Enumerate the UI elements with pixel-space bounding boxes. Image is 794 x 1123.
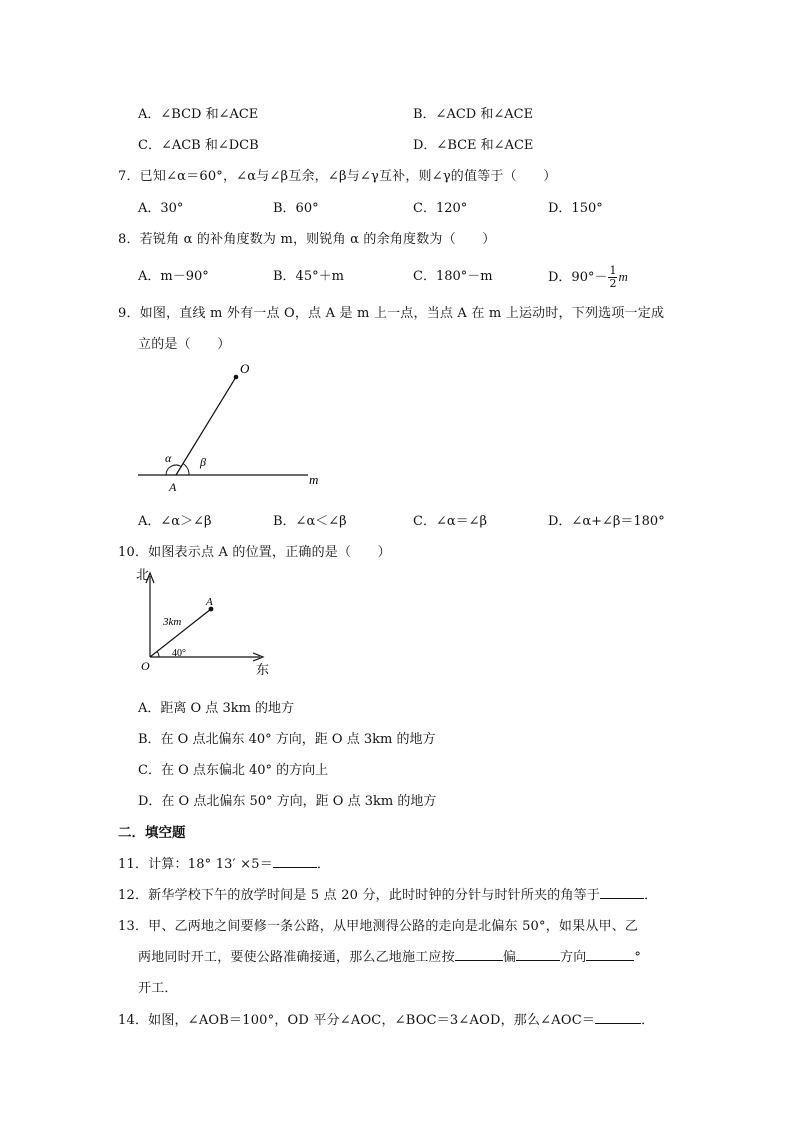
q14-text: 14．如图，∠AOB＝100°，OD 平分∠AOC，∠BOC＝3∠AOD，那么∠AOC＝: [118, 1013, 596, 1028]
q8-stem: 8．若锐角 α 的补角度数为 m，则锐角 α 的余角度数为（ ）: [118, 232, 496, 247]
q13-blank-1[interactable]: [455, 948, 503, 961]
q7-stem: 7．已知∠α＝60°，∠α与∠β互余，∠β与∠γ互补，则∠γ的值等于（ ）: [118, 169, 557, 184]
q12-answer-blank[interactable]: [600, 886, 644, 899]
q8-option-c: C．180°－m: [413, 269, 493, 284]
q12-text: 12．新华学校下午的放学时间是 5 点 20 分，此时时钟的分针与时针所夹的角等于: [118, 888, 601, 903]
q8-option-b: B．45°＋m: [273, 269, 344, 284]
point-o-label: O: [240, 361, 250, 376]
q10-option-b: B．在 O 点北偏东 40° 方向，距 O 点 3km 的地方: [138, 732, 436, 747]
angle-label: 40°: [172, 648, 186, 659]
point-a-label: A: [206, 596, 213, 608]
q6-option-c: C．∠ACB 和∠DCB: [138, 138, 259, 153]
q7-option-d: D．150°: [548, 201, 603, 216]
q10-option-d: D．在 O 点北偏东 50° 方向，距 O 点 3km 的地方: [138, 794, 437, 809]
q13-line2: [138, 946, 641, 965]
q13-text-d: °: [634, 950, 642, 965]
q14-answer-blank[interactable]: [595, 1011, 641, 1024]
q13-blank-3[interactable]: [586, 948, 634, 961]
q13-text-c: 方向: [560, 950, 587, 965]
q7-option-b: B．60°: [273, 201, 319, 216]
east-label: 东: [256, 662, 270, 677]
q9-option-b: B．∠α＜∠β: [273, 514, 347, 529]
q10-option-a: A．距离 O 点 3km 的地方: [138, 701, 295, 716]
q9-stem-line1: 9．如图，直线 m 外有一点 O，点 A 是 m 上一点，当点 A 在 m 上运动时，下列选项一定成: [118, 306, 665, 321]
q12: [118, 884, 657, 903]
q7-option-a: A．30°: [138, 201, 184, 216]
q11-end: ．: [316, 857, 331, 872]
q10-option-c: C．在 O 点东偏北 40° 的方向上: [138, 763, 329, 778]
north-label: 北: [136, 567, 150, 582]
q11-answer-blank[interactable]: [273, 855, 317, 868]
q13-line3: 开工．: [138, 981, 178, 996]
q9-figure: [130, 360, 330, 495]
section-title: 二．填空题: [118, 825, 186, 841]
q11: [118, 853, 330, 872]
alpha-label: α: [165, 451, 172, 465]
origin-label: O: [141, 659, 150, 673]
q8-option-a: A．m－90°: [138, 269, 209, 284]
q13-text-b: 偏: [502, 950, 517, 965]
q8-option-d: [548, 265, 628, 290]
point-o-dot: [234, 375, 239, 380]
q7-option-c: C．120°: [413, 201, 468, 216]
q8-fraction-tail: m: [618, 269, 628, 284]
q6-option-a: A．∠BCD 和∠ACE: [138, 107, 259, 122]
q8-fraction: [608, 265, 617, 290]
q13-blank-2[interactable]: [516, 948, 560, 961]
q11-text: 11．计算：18° 13′ ×5＝: [118, 857, 273, 872]
q6-option-b: B．∠ACD 和∠ACE: [413, 107, 534, 122]
distance-label: 3km: [163, 616, 182, 628]
beta-arc: [183, 464, 189, 475]
q9-stem-line2: 立的是（ ）: [138, 337, 231, 352]
q9-option-a: A．∠α＞∠β: [138, 514, 212, 529]
q12-end: ．: [644, 888, 658, 903]
angle-arc: [157, 652, 159, 658]
point-a-label: A: [169, 480, 177, 494]
q8-option-d-text: D．90°－: [548, 270, 608, 285]
q10-figure: [132, 562, 282, 680]
q14: [118, 1009, 654, 1028]
ray-ao: [176, 377, 236, 475]
q8-fraction-denominator: 2: [609, 277, 617, 290]
q13-line1: 13．甲、乙两地之间要修一条公路，从甲地测得公路的走向是北偏东 50°，如果从甲、乙: [118, 919, 639, 934]
q9-option-c: C．∠α＝∠β: [413, 514, 488, 529]
q14-end: ．: [641, 1013, 655, 1028]
q8-fraction-numerator: 1: [609, 264, 617, 277]
line-m-label: m: [309, 472, 319, 487]
q9-option-d: D．∠α+∠β＝180°: [548, 514, 665, 529]
q6-option-d: D．∠BCE 和∠ACE: [413, 138, 534, 153]
q10-stem: 10．如图表示点 A 的位置，正确的是（ ）: [118, 545, 391, 560]
beta-label: β: [200, 455, 206, 469]
q13-text-a: 两地同时开工，要使公路准确接通，那么乙地施工应按: [138, 950, 455, 965]
